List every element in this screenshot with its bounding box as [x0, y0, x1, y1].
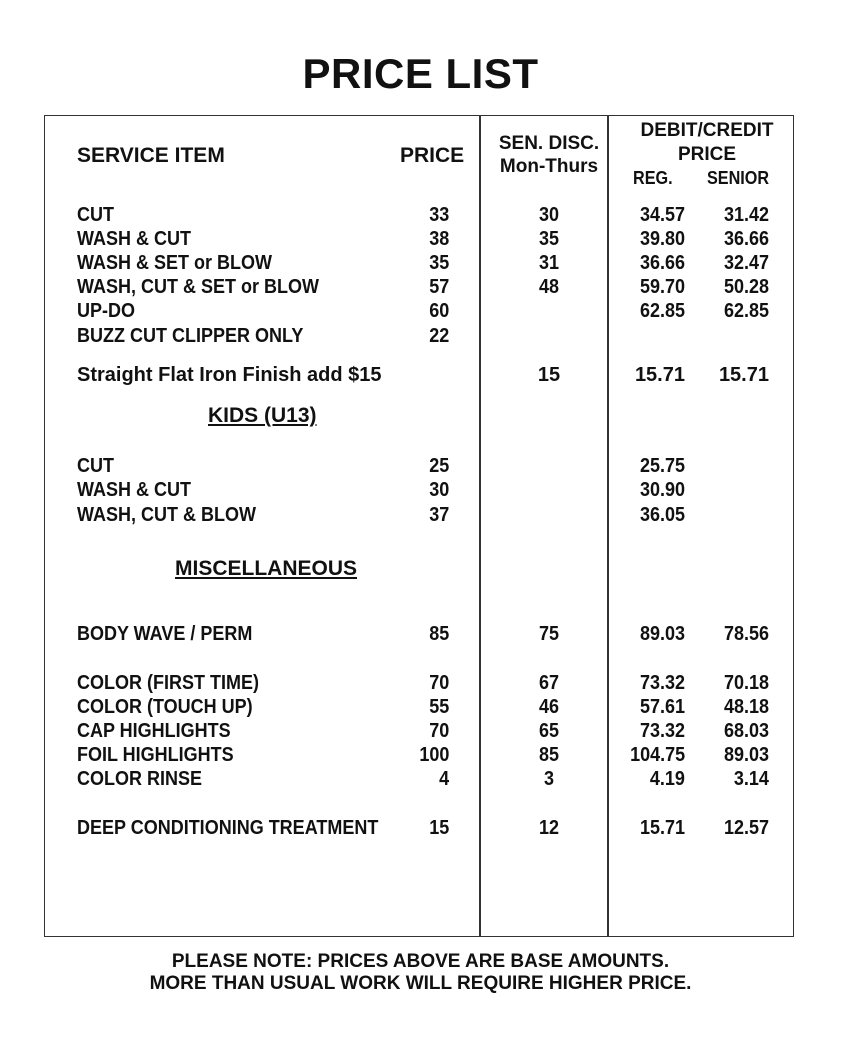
- header-debit-price: PRICE: [677, 144, 737, 165]
- page-title: PRICE LIST: [302, 50, 539, 97]
- header-debit-credit: DEBIT/CREDIT: [640, 120, 774, 141]
- service-price: 38: [428, 228, 449, 250]
- senior-discount-price: 30: [538, 204, 560, 226]
- service-name: BODY WAVE / PERM: [77, 623, 253, 645]
- service-price: 25: [428, 455, 449, 477]
- table-row: [0, 299, 841, 323]
- table-row: [0, 324, 841, 348]
- service-price: 15: [428, 817, 449, 839]
- section-heading-kids: KIDS (U13): [208, 404, 317, 427]
- card-regular-price: 73.32: [639, 672, 685, 694]
- card-regular-price: 30.90: [639, 479, 685, 501]
- table-row: [0, 454, 841, 478]
- service-name: WASH, CUT & SET or BLOW: [77, 276, 320, 298]
- table-row: [0, 743, 841, 767]
- senior-discount-price: 3: [543, 768, 555, 790]
- service-name: CUT: [77, 455, 114, 477]
- senior-discount-price: 65: [538, 720, 560, 742]
- senior-discount-price: 67: [538, 672, 560, 694]
- service-name: CAP HIGHLIGHTS: [77, 720, 231, 742]
- service-name: Straight Flat Iron Finish add $15: [77, 364, 382, 386]
- card-regular-price: 15.71: [639, 817, 685, 839]
- service-price: 70: [428, 720, 449, 742]
- service-name: WASH & SET or BLOW: [77, 252, 273, 274]
- header-sen-disc: SEN. DISC.: [498, 133, 600, 154]
- table-row: [0, 695, 841, 719]
- table-row: [0, 203, 841, 227]
- service-price: 55: [428, 696, 449, 718]
- section-heading-miscellaneous: MISCELLANEOUS: [175, 557, 358, 580]
- table-row: [0, 503, 841, 527]
- card-senior-price: 3.14: [733, 768, 769, 790]
- service-name: WASH & CUT: [77, 228, 192, 250]
- card-regular-price: 104.75: [629, 744, 685, 766]
- card-regular-price: 4.19: [649, 768, 685, 790]
- card-regular-price: 59.70: [639, 276, 685, 298]
- card-senior-price: 70.18: [723, 672, 769, 694]
- service-name: WASH & CUT: [77, 479, 192, 501]
- card-senior-price: 78.56: [723, 623, 769, 645]
- table-row: [0, 275, 841, 299]
- table-row: [0, 816, 841, 840]
- card-senior-price: 15.71: [718, 364, 769, 386]
- senior-discount-price: 46: [538, 696, 560, 718]
- card-senior-price: 48.18: [723, 696, 769, 718]
- service-name: WASH, CUT & BLOW: [77, 504, 256, 526]
- card-senior-price: 36.66: [723, 228, 769, 250]
- senior-discount-price: 35: [538, 228, 560, 250]
- senior-discount-price: 75: [538, 623, 560, 645]
- service-price: 35: [428, 252, 449, 274]
- table-row: [0, 478, 841, 502]
- service-name: COLOR RINSE: [77, 768, 203, 790]
- card-senior-price: 68.03: [723, 720, 769, 742]
- card-regular-price: 34.57: [639, 204, 685, 226]
- service-name: COLOR (FIRST TIME): [77, 672, 259, 694]
- service-name: UP-DO: [77, 300, 136, 322]
- card-regular-price: 39.80: [639, 228, 685, 250]
- service-name: DEEP CONDITIONING TREATMENT: [77, 817, 379, 839]
- table-row-flat-iron: [0, 363, 841, 387]
- service-price: 30: [428, 479, 449, 501]
- table-row: [0, 671, 841, 695]
- header-sen-disc-days: Mon-Thurs: [499, 156, 599, 177]
- header-service-item: SERVICE ITEM: [77, 144, 225, 167]
- card-senior-price: 32.47: [723, 252, 769, 274]
- service-name: CUT: [77, 204, 114, 226]
- service-name: COLOR (TOUCH UP): [77, 696, 253, 718]
- card-regular-price: 62.85: [639, 300, 685, 322]
- senior-discount-price: 85: [538, 744, 560, 766]
- header-senior: SENIOR: [707, 168, 770, 188]
- service-price: 70: [428, 672, 449, 694]
- card-regular-price: 36.05: [639, 504, 685, 526]
- card-regular-price: 36.66: [639, 252, 685, 274]
- card-regular-price: 89.03: [639, 623, 685, 645]
- service-price: 4: [438, 768, 449, 790]
- card-regular-price: 73.32: [639, 720, 685, 742]
- service-name: FOIL HIGHLIGHTS: [77, 744, 234, 766]
- service-price: 60: [428, 300, 449, 322]
- table-row: [0, 622, 841, 646]
- card-regular-price: 15.71: [634, 364, 685, 386]
- card-senior-price: 62.85: [723, 300, 769, 322]
- footer-note-line-1: PLEASE NOTE: PRICES ABOVE ARE BASE AMOUNTS.: [171, 951, 670, 972]
- service-price: 57: [428, 276, 449, 298]
- table-row: [0, 251, 841, 275]
- senior-discount-price: 15: [537, 364, 561, 386]
- header-reg: REG.: [633, 168, 673, 188]
- card-senior-price: 89.03: [723, 744, 769, 766]
- service-price: 37: [428, 504, 449, 526]
- senior-discount-price: 31: [538, 252, 560, 274]
- card-regular-price: 57.61: [639, 696, 685, 718]
- service-price: 22: [428, 325, 449, 347]
- header-price: PRICE: [400, 144, 465, 167]
- card-senior-price: 31.42: [723, 204, 769, 226]
- footer-note-line-2: MORE THAN USUAL WORK WILL REQUIRE HIGHER PRICE.: [149, 973, 692, 994]
- table-row: [0, 719, 841, 743]
- card-senior-price: 50.28: [723, 276, 769, 298]
- table-row: [0, 227, 841, 251]
- service-name: BUZZ CUT CLIPPER ONLY: [77, 325, 304, 347]
- senior-discount-price: 12: [538, 817, 560, 839]
- service-price: 33: [428, 204, 449, 226]
- card-regular-price: 25.75: [639, 455, 685, 477]
- senior-discount-price: 48: [538, 276, 560, 298]
- table-row: [0, 767, 841, 791]
- service-price: 100: [418, 744, 449, 766]
- card-senior-price: 12.57: [723, 817, 769, 839]
- service-price: 85: [428, 623, 449, 645]
